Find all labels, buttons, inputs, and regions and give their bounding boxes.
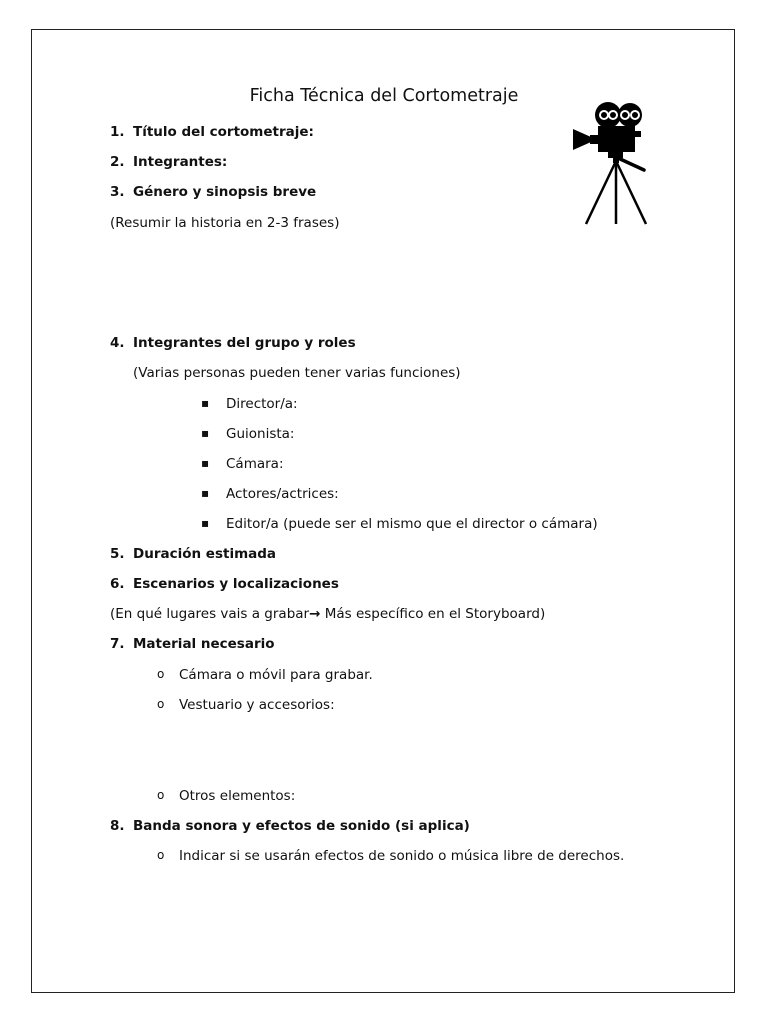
section-heading-banda-sonora: Banda sonora y efectos de sonido (si aplica) [133,818,470,834]
list-item-role: Actores/actrices: [226,486,339,502]
section-heading-roles: Integrantes del grupo y roles [133,335,356,351]
section-number: 8. [110,818,125,834]
square-bullet-icon: ▪ [201,516,210,530]
section-heading-escenarios: Escenarios y localizaciones [133,576,339,592]
note-text-start: (En qué lugares vais a grabar [110,606,310,622]
list-item-role: Cámara: [226,456,284,472]
list-item-material: Otros elementos: [179,788,296,804]
list-item-role: Editor/a (puede ser el mismo que el director o cámara) [226,516,598,532]
square-bullet-icon: ▪ [201,456,210,470]
section-note-escenarios [110,606,545,622]
document-title: Ficha Técnica del Cortometraje [249,86,519,106]
list-item-material: Cámara o móvil para grabar. [179,667,373,683]
circle-bullet-icon: o [157,697,165,711]
section-heading-integrantes: Integrantes: [133,154,228,170]
list-item-material: Vestuario y accesorios: [179,697,335,713]
section-heading-titulo: Título del cortometraje: [133,124,314,140]
section-number: 2. [110,154,125,170]
section-number: 7. [110,636,125,652]
section-heading-duracion: Duración estimada [133,546,277,562]
section-heading-material: Material necesario [133,636,275,652]
section-number: 5. [110,546,125,562]
arrow-right-icon: → [309,606,321,622]
section-number: 6. [110,576,125,592]
square-bullet-icon: ▪ [201,486,210,500]
circle-bullet-icon: o [157,667,165,681]
list-item-sonido: Indicar si se usarán efectos de sonido o música libre de derechos. [179,848,625,864]
circle-bullet-icon: o [157,788,165,802]
section-note-genero: (Resumir la historia en 2-3 frases) [110,215,340,231]
list-item-role: Guionista: [226,426,295,442]
list-item-role: Director/a: [226,396,298,412]
section-number: 4. [110,335,125,351]
square-bullet-icon: ▪ [201,426,210,440]
section-number: 1. [110,124,125,140]
circle-bullet-icon: o [157,848,165,862]
section-note-roles: (Varias personas pueden tener varias funciones) [133,365,461,381]
film-camera-tripod-icon [556,84,670,246]
section-number: 3. [110,184,125,200]
note-text-end: Más específico en el Storyboard) [320,606,546,622]
section-heading-genero: Género y sinopsis breve [133,184,317,200]
square-bullet-icon: ▪ [201,396,210,410]
